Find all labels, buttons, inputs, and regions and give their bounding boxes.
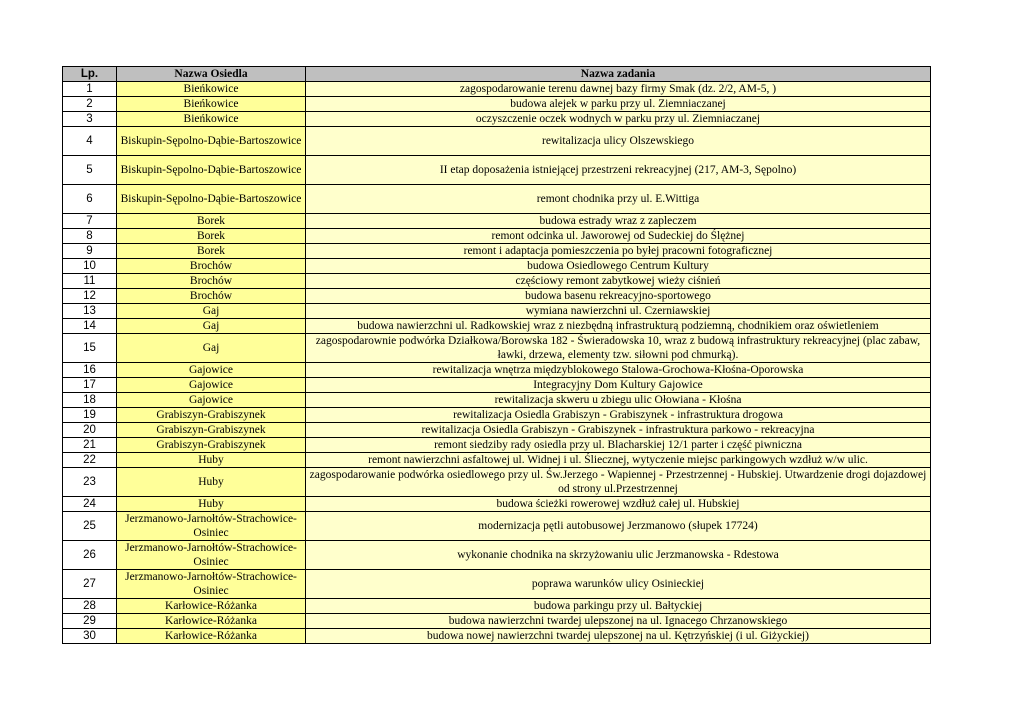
task-name: rewitalizacja Osiedla Grabiszyn - Grabiszynek - infrastruktura parkowo - rekreacyjna [306, 423, 931, 438]
task-name: budowa Osiedlowego Centrum Kultury [306, 259, 931, 274]
table-row [63, 438, 931, 453]
osiedle-name: Gaj [117, 304, 306, 319]
row-number: 5 [63, 156, 117, 185]
row-number: 4 [63, 127, 117, 156]
table-row [63, 259, 931, 274]
osiedle-name: Borek [117, 214, 306, 229]
row-number: 24 [63, 497, 117, 512]
table-row [63, 304, 931, 319]
table-body [63, 82, 931, 644]
table-row [63, 112, 931, 127]
osiedle-name: Gajowice [117, 393, 306, 408]
row-number: 15 [63, 334, 117, 363]
table-row [63, 185, 931, 214]
task-name: zagospodarowanie terenu dawnej bazy firmy Smak (dz. 2/2, AM-5, ) [306, 82, 931, 97]
task-name: zagospodarownie podwórka Działkowa/Borowska 182 - Świeradowska 10, wraz z budową infrastruktury rekreacyjnej (plac zabaw, ławki, drzewa, elementy tzw. siłowni pod chmurką). [306, 334, 931, 363]
table-row [63, 599, 931, 614]
table-row [63, 423, 931, 438]
row-number: 1 [63, 82, 117, 97]
row-number: 23 [63, 468, 117, 497]
table-row [63, 512, 931, 541]
row-number: 22 [63, 453, 117, 468]
osiedle-name: Grabiszyn-Grabiszynek [117, 423, 306, 438]
row-number: 28 [63, 599, 117, 614]
osiedle-name: Huby [117, 497, 306, 512]
row-number: 25 [63, 512, 117, 541]
osiedle-name: Brochów [117, 274, 306, 289]
table-row [63, 97, 931, 112]
task-name: poprawa warunków ulicy Osinieckiej [306, 570, 931, 599]
osiedle-name: Gaj [117, 319, 306, 334]
task-name: remont siedziby rady osiedla przy ul. Blacharskiej 12/1 parter i część piwniczna [306, 438, 931, 453]
table-row [63, 497, 931, 512]
row-number: 30 [63, 629, 117, 644]
osiedle-name: Borek [117, 229, 306, 244]
osiedle-name: Gaj [117, 334, 306, 363]
task-name: rewitalizacja ulicy Olszewskiego [306, 127, 931, 156]
osiedle-name: Grabiszyn-Grabiszynek [117, 408, 306, 423]
task-name: remont chodnika przy ul. E.Wittiga [306, 185, 931, 214]
tasks-table [62, 66, 931, 644]
row-number: 7 [63, 214, 117, 229]
osiedle-name: Grabiszyn-Grabiszynek [117, 438, 306, 453]
task-name: rewitalizacja Osiedla Grabiszyn - Grabiszynek - infrastruktura drogowa [306, 408, 931, 423]
row-number: 18 [63, 393, 117, 408]
row-number: 27 [63, 570, 117, 599]
osiedle-name: Bieńkowice [117, 82, 306, 97]
task-name: wymiana nawierzchni ul. Czerniawskiej [306, 304, 931, 319]
table-row [63, 319, 931, 334]
table-row [63, 453, 931, 468]
table-row [63, 629, 931, 644]
table-row [63, 229, 931, 244]
row-number: 2 [63, 97, 117, 112]
row-number: 17 [63, 378, 117, 393]
table-row [63, 156, 931, 185]
row-number: 21 [63, 438, 117, 453]
task-name: budowa nawierzchni ul. Radkowskiej wraz z niezbędną infrastrukturą podziemną, chodnikiem oraz oświetleniem [306, 319, 931, 334]
task-name: remont odcinka ul. Jaworowej od Sudeckiej do Ślężnej [306, 229, 931, 244]
task-name: budowa estrady wraz z zapleczem [306, 214, 931, 229]
table-row [63, 289, 931, 304]
table-row [63, 378, 931, 393]
task-name: modernizacja pętli autobusowej Jerzmanowo (słupek 17724) [306, 512, 931, 541]
osiedle-name: Karłowice-Różanka [117, 629, 306, 644]
task-name: budowa basenu rekreacyjno-sportowego [306, 289, 931, 304]
task-name: II etap doposażenia istniejącej przestrzeni rekreacyjnej (217, AM-3, Sępolno) [306, 156, 931, 185]
task-name: budowa alejek w parku przy ul. Ziemniaczanej [306, 97, 931, 112]
row-number: 13 [63, 304, 117, 319]
header-zadanie: Nazwa zadania [306, 67, 931, 82]
osiedle-name: Biskupin-Sępolno-Dąbie-Bartoszowice [117, 185, 306, 214]
row-number: 8 [63, 229, 117, 244]
osiedle-name: Jerzmanowo-Jarnołtów-Strachowice-Osiniec [117, 570, 306, 599]
row-number: 6 [63, 185, 117, 214]
table-row [63, 393, 931, 408]
table-row [63, 408, 931, 423]
osiedle-name: Karłowice-Różanka [117, 599, 306, 614]
osiedle-name: Brochów [117, 259, 306, 274]
osiedle-name: Brochów [117, 289, 306, 304]
osiedle-name: Karłowice-Różanka [117, 614, 306, 629]
row-number: 20 [63, 423, 117, 438]
osiedle-name: Biskupin-Sępolno-Dąbie-Bartoszowice [117, 127, 306, 156]
osiedle-name: Borek [117, 244, 306, 259]
osiedle-name: Jerzmanowo-Jarnołtów-Strachowice-Osiniec [117, 541, 306, 570]
table-row [63, 82, 931, 97]
row-number: 12 [63, 289, 117, 304]
osiedle-name: Gajowice [117, 363, 306, 378]
table-row [63, 541, 931, 570]
task-name: budowa nawierzchni twardej ulepszonej na ul. Ignacego Chrzanowskiego [306, 614, 931, 629]
osiedle-name: Bieńkowice [117, 112, 306, 127]
task-name: remont nawierzchni asfaltowej ul. Widnej i ul. Śliecznej, wytyczenie miejsc parkingowych wzdłuż w/w ulic. [306, 453, 931, 468]
task-name: oczyszczenie oczek wodnych w parku przy ul. Ziemniaczanej [306, 112, 931, 127]
task-name: zagospodarowanie podwórka osiedlowego przy ul. Św.Jerzego - Wapiennej - Przestrzennej - Hubskiej. Utwardzenie drogi dojazdowej od strony ul.Przestrzennej [306, 468, 931, 497]
task-name: częściowy remont zabytkowej wieży ciśnień [306, 274, 931, 289]
task-name: budowa parkingu przy ul. Bałtyckiej [306, 599, 931, 614]
osiedle-name: Jerzmanowo-Jarnołtów-Strachowice-Osiniec [117, 512, 306, 541]
task-name: Integracyjny Dom Kultury Gajowice [306, 378, 931, 393]
task-name: rewitalizacja skweru u zbiegu ulic Ołowiana - Kłośna [306, 393, 931, 408]
row-number: 26 [63, 541, 117, 570]
table-row [63, 334, 931, 363]
table-row [63, 274, 931, 289]
row-number: 10 [63, 259, 117, 274]
task-name: wykonanie chodnika na skrzyżowaniu ulic Jerzmanowska - Rdestowa [306, 541, 931, 570]
row-number: 11 [63, 274, 117, 289]
row-number: 16 [63, 363, 117, 378]
table-row [63, 363, 931, 378]
header-lp: Lp. [63, 67, 117, 82]
row-number: 29 [63, 614, 117, 629]
row-number: 14 [63, 319, 117, 334]
row-number: 3 [63, 112, 117, 127]
table-row [63, 570, 931, 599]
table-row [63, 127, 931, 156]
header-osiedle: Nazwa Osiedla [117, 67, 306, 82]
task-name: budowa nowej nawierzchni twardej ulepszonej na ul. Kętrzyńskiej (i ul. Giżyckiej) [306, 629, 931, 644]
table-row [63, 244, 931, 259]
osiedle-name: Biskupin-Sępolno-Dąbie-Bartoszowice [117, 156, 306, 185]
header-row [63, 67, 931, 82]
row-number: 9 [63, 244, 117, 259]
osiedle-name: Bieńkowice [117, 97, 306, 112]
task-name: remont i adaptacja pomieszczenia po byłej pracowni fotograficznej [306, 244, 931, 259]
table-row [63, 468, 931, 497]
task-name: budowa ścieżki rowerowej wzdłuż całej ul. Hubskiej [306, 497, 931, 512]
osiedle-name: Gajowice [117, 378, 306, 393]
table-row [63, 614, 931, 629]
osiedle-name: Huby [117, 468, 306, 497]
task-name: rewitalizacja wnętrza międzyblokowego Stalowa-Grochowa-Kłośna-Oporowska [306, 363, 931, 378]
row-number: 19 [63, 408, 117, 423]
osiedle-name: Huby [117, 453, 306, 468]
table-row [63, 214, 931, 229]
